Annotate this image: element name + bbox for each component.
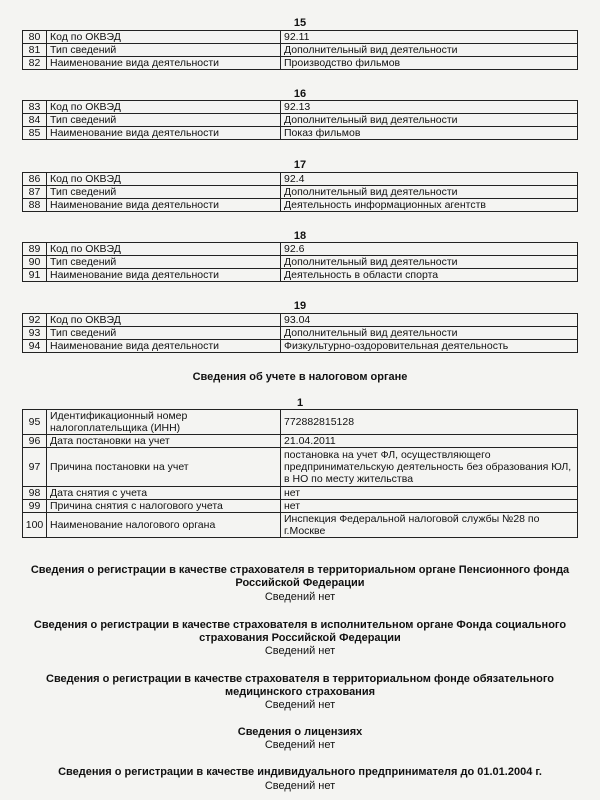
field-value: Дополнительный вид деятельности [281, 256, 578, 269]
field-label: Тип сведений [47, 327, 281, 340]
table-row [23, 314, 578, 327]
row-number: 92 [23, 314, 47, 327]
table-row [23, 256, 578, 269]
field-label: Код по ОКВЭД [47, 243, 281, 256]
table-row [23, 410, 578, 435]
row-number: 86 [23, 173, 47, 186]
pre-2004-registration-heading: Сведения о регистрации в качестве индивидуального предпринимателя до 01.01.2004 г. [58, 766, 542, 778]
table-row [23, 340, 578, 353]
table-row [23, 500, 578, 513]
row-number: 82 [23, 57, 47, 70]
field-label: Причина снятия с налогового учета [47, 500, 281, 513]
row-number: 100 [23, 513, 47, 538]
medical-insurance-value: Сведений нет [264, 699, 336, 711]
activity-table [22, 30, 578, 70]
field-value: Инспекция Федеральной налоговой службы №28 по г.Москве [281, 513, 578, 538]
row-number: 81 [23, 44, 47, 57]
field-value: 92.6 [281, 243, 578, 256]
social-insurance-heading: Сведения о регистрации в качестве страхователя в исполнительном органе Фонда социального страхования Российской Федерации [33, 619, 567, 644]
field-label: Наименование вида деятельности [47, 199, 281, 212]
row-number: 97 [23, 448, 47, 487]
tax-section-heading: Сведения об учете в налоговом органе [192, 371, 408, 383]
field-label: Код по ОКВЭД [47, 173, 281, 186]
field-value: 93.04 [281, 314, 578, 327]
field-label: Тип сведений [47, 44, 281, 57]
field-value: Деятельность информационных агентств [281, 199, 578, 212]
field-label: Причина постановки на учет [47, 448, 281, 487]
row-number: 85 [23, 127, 47, 140]
field-value: 92.4 [281, 173, 578, 186]
field-label: Наименование налогового органа [47, 513, 281, 538]
field-label: Дата постановки на учет [47, 435, 281, 448]
field-value: Дополнительный вид деятельности [281, 186, 578, 199]
group-number: 19 [293, 300, 307, 312]
table-row [23, 44, 578, 57]
row-number: 90 [23, 256, 47, 269]
row-number: 94 [23, 340, 47, 353]
field-label: Наименование вида деятельности [47, 57, 281, 70]
pension-fund-heading: Сведения о регистрации в качестве страхователя в территориальном органе Пенсионного фонда Российской Федерации [30, 564, 570, 589]
social-insurance-value: Сведений нет [264, 645, 336, 657]
row-number: 96 [23, 435, 47, 448]
activity-table [22, 100, 578, 140]
table-row [23, 101, 578, 114]
pre-2004-registration-value: Сведений нет [264, 780, 336, 792]
row-number: 88 [23, 199, 47, 212]
field-value: 92.13 [281, 101, 578, 114]
table-row [23, 114, 578, 127]
field-value: Дополнительный вид деятельности [281, 44, 578, 57]
row-number: 98 [23, 487, 47, 500]
field-value: Физкультурно-оздоровительная деятельность [281, 340, 578, 353]
row-number: 87 [23, 186, 47, 199]
field-label: Код по ОКВЭД [47, 101, 281, 114]
field-value: Дополнительный вид деятельности [281, 327, 578, 340]
table-row [23, 127, 578, 140]
row-number: 91 [23, 269, 47, 282]
licenses-heading: Сведения о лицензиях [237, 726, 363, 738]
field-label: Тип сведений [47, 256, 281, 269]
field-label: Наименование вида деятельности [47, 340, 281, 353]
field-value: Дополнительный вид деятельности [281, 114, 578, 127]
table-row [23, 448, 578, 487]
field-value: нет [281, 487, 578, 500]
field-value: 92.11 [281, 31, 578, 44]
field-label: Наименование вида деятельности [47, 269, 281, 282]
table-row [23, 487, 578, 500]
group-number: 16 [293, 88, 307, 100]
field-label: Код по ОКВЭД [47, 314, 281, 327]
table-row [23, 243, 578, 256]
field-value: нет [281, 500, 578, 513]
table-row [23, 513, 578, 538]
group-number: 18 [293, 230, 307, 242]
row-number: 84 [23, 114, 47, 127]
field-value: 21.04.2011 [281, 435, 578, 448]
activity-table [22, 172, 578, 212]
pension-fund-value: Сведений нет [264, 591, 336, 603]
row-number: 89 [23, 243, 47, 256]
field-value: 772882815128 [281, 410, 578, 435]
group-number: 1 [296, 397, 304, 409]
row-number: 93 [23, 327, 47, 340]
row-number: 80 [23, 31, 47, 44]
table-row [23, 57, 578, 70]
table-row [23, 327, 578, 340]
licenses-value: Сведений нет [264, 739, 336, 751]
field-label: Наименование вида деятельности [47, 127, 281, 140]
group-number: 17 [293, 159, 307, 171]
field-label: Тип сведений [47, 186, 281, 199]
row-number: 83 [23, 101, 47, 114]
table-row [23, 435, 578, 448]
field-value: Показ фильмов [281, 127, 578, 140]
field-label: Код по ОКВЭД [47, 31, 281, 44]
field-label: Дата снятия с учета [47, 487, 281, 500]
table-row [23, 199, 578, 212]
table-row [23, 269, 578, 282]
row-number: 95 [23, 410, 47, 435]
table-row [23, 186, 578, 199]
activity-table [22, 242, 578, 282]
medical-insurance-heading: Сведения о регистрации в качестве страхователя в территориальном фонде обязательного медицинского страхования [46, 673, 554, 698]
group-number: 15 [293, 17, 307, 29]
activity-table [22, 313, 578, 353]
table-row [23, 31, 578, 44]
field-value: Производство фильмов [281, 57, 578, 70]
field-label: Тип сведений [47, 114, 281, 127]
field-value: Деятельность в области спорта [281, 269, 578, 282]
tax-table [22, 409, 578, 538]
table-row [23, 173, 578, 186]
row-number: 99 [23, 500, 47, 513]
field-label: Идентификационный номер налогоплательщика (ИНН) [47, 410, 281, 435]
field-value: постановка на учет ФЛ, осуществляющего предпринимательскую деятельность без образования ЮЛ, в НО по месту жительства [281, 448, 578, 487]
